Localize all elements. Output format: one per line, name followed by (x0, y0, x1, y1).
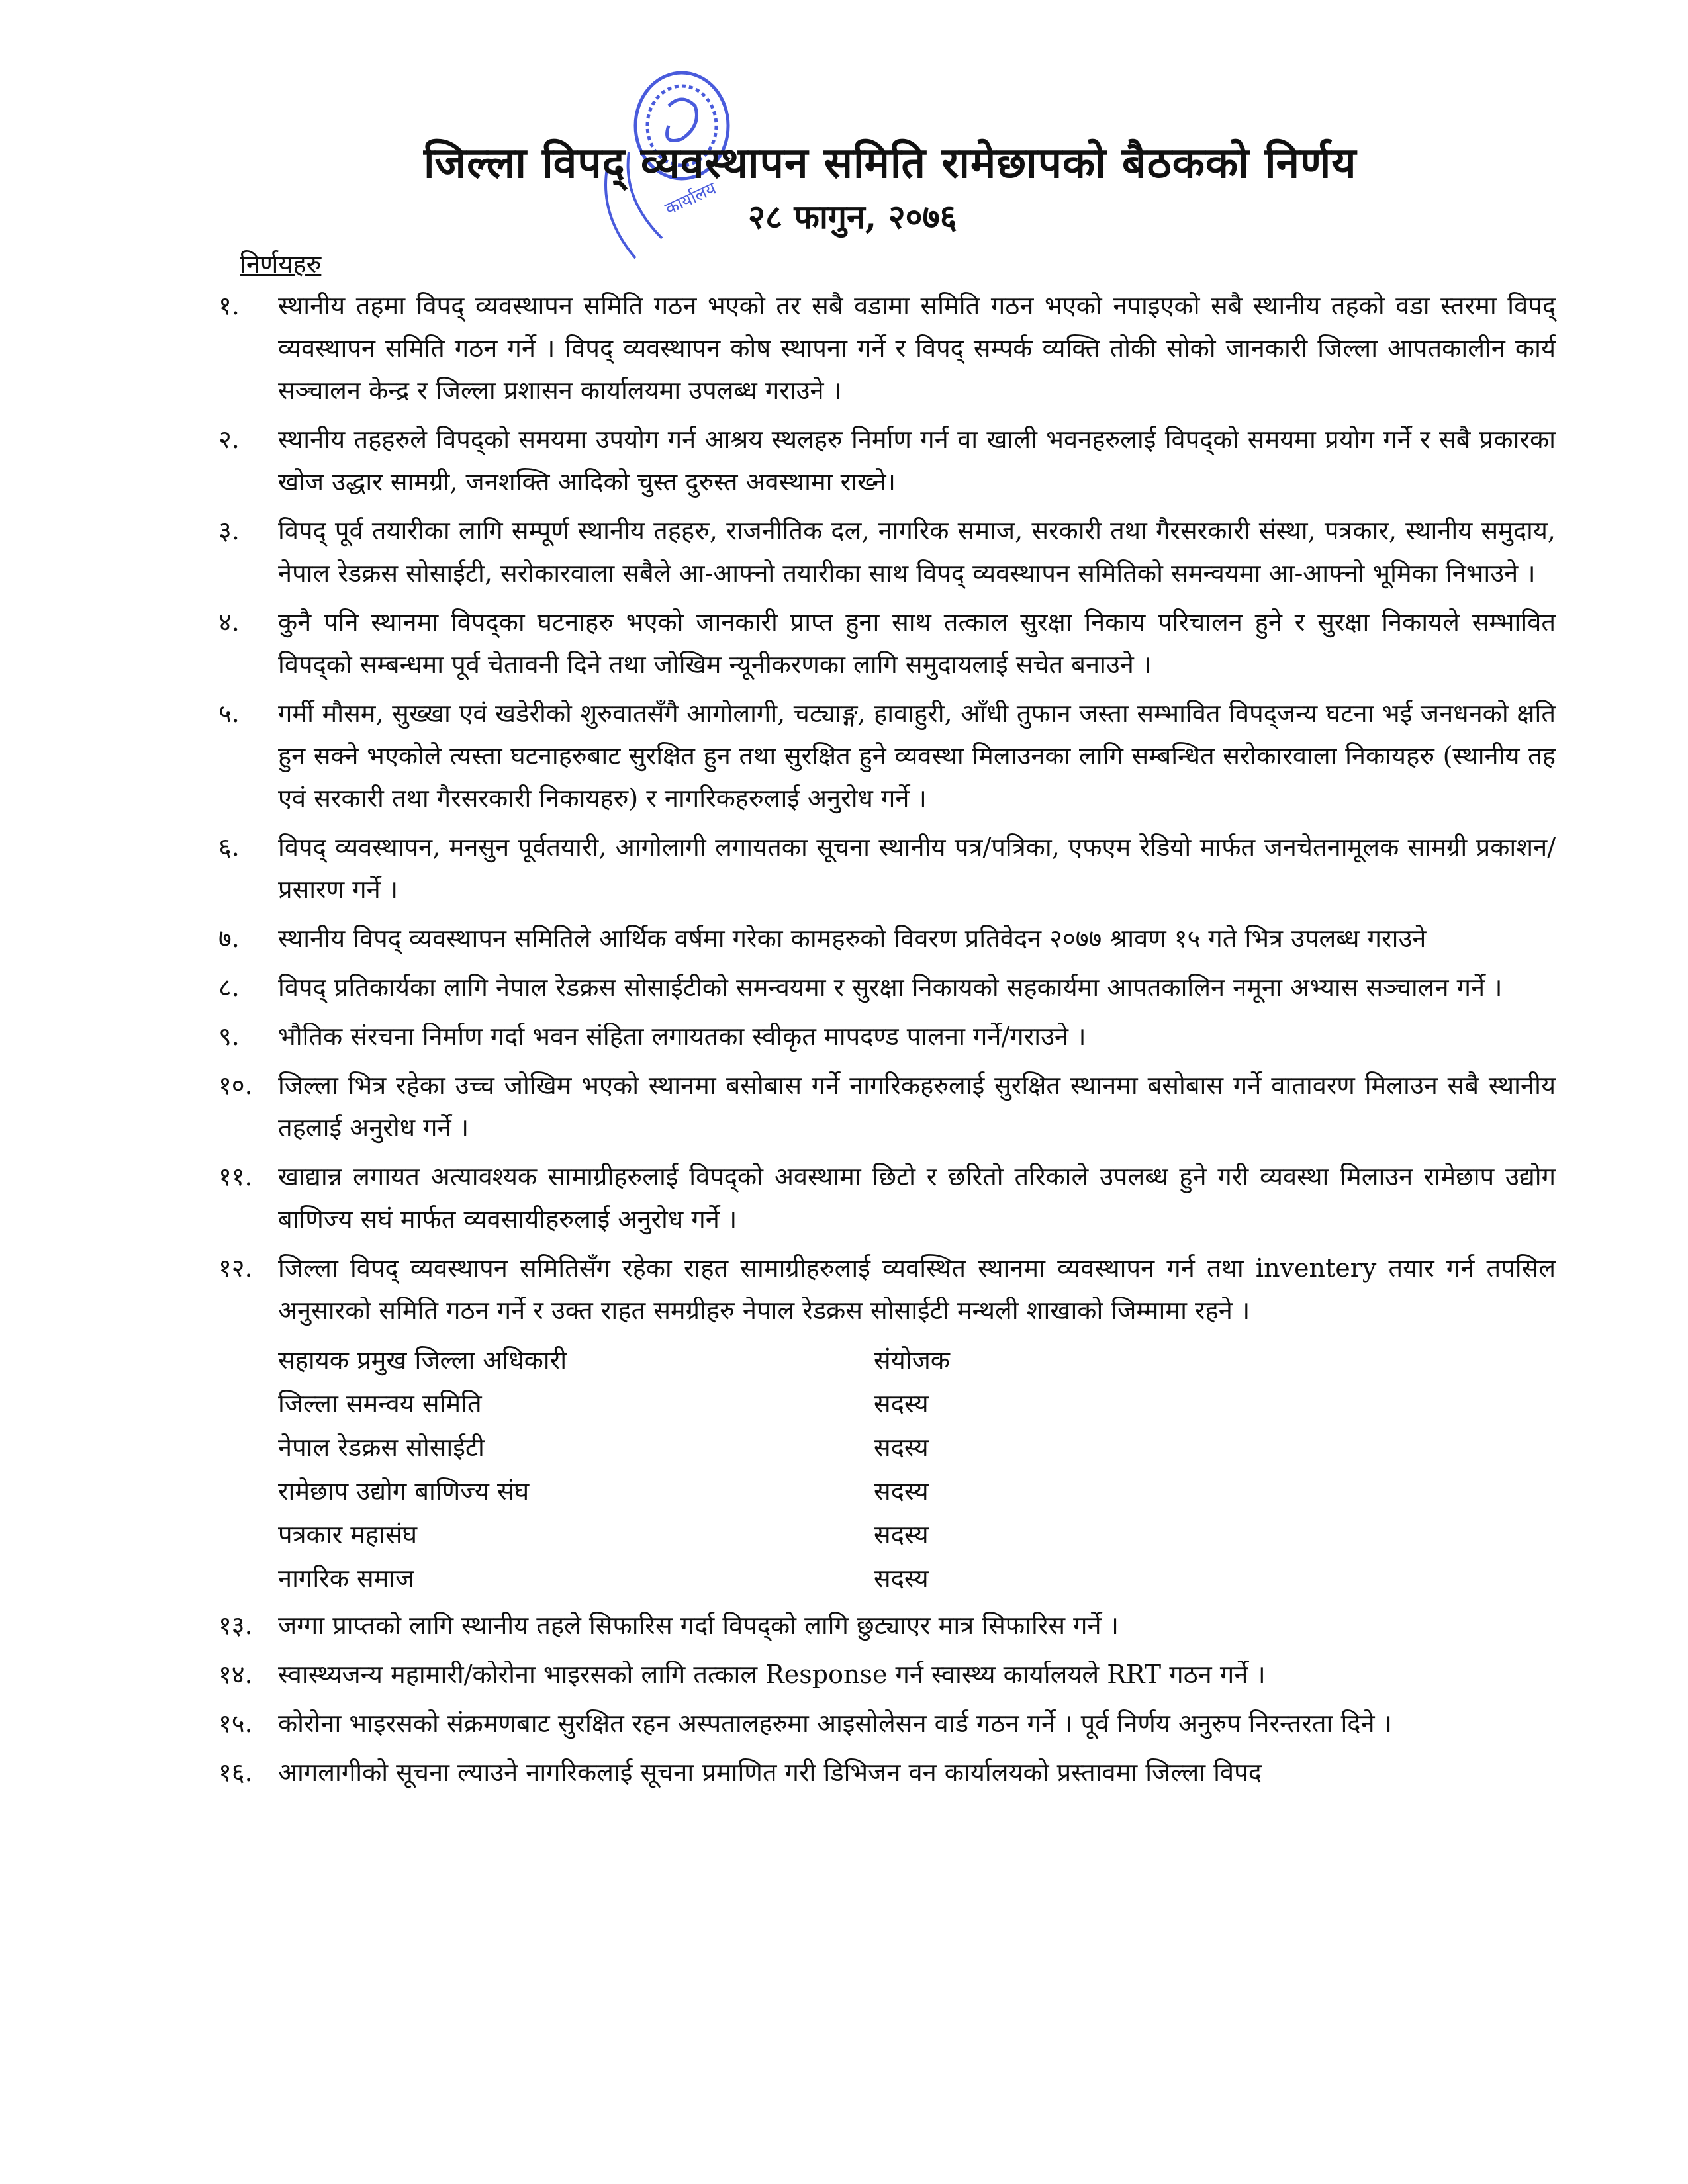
decision-number: ८. (218, 973, 240, 1002)
decision-item (192, 1702, 1556, 1745)
decision-item (192, 1751, 1556, 1794)
committee-member-name: रामेछाप उद्योग बाणिज्य संघ (278, 1477, 530, 1506)
decision-item (192, 1604, 1556, 1647)
decision-number: १२. (218, 1253, 253, 1283)
decision-text: जिल्ला विपद् व्यवस्थापन समितिसँग रहेका राहत सामाग्रीहरुलाई व्यवस्थित स्थानमा व्यवस्थापन गर्न तथा inventery तयार गर्न तपसिल अनुसारको समिति गठन गर्ने र उक्त राहत समग्रीहरु नेपाल रेडक्रस सोसाईटी मन्थली शाखाको जिम्मामा रहने । (278, 1253, 1556, 1325)
decision-text: खाद्यान्न लगायत अत्यावश्यक सामाग्रीहरुलाई विपद्को अवस्थामा छिटो र छरितो तरिकाले उपलब्ध हुने गरी व्यवस्था मिलाउन रामेछाप उद्योग बाणिज्य सघं मार्फत व्यवसायीहरुलाई अनुरोध गर्ने । (278, 1162, 1556, 1234)
decision-number: ६. (218, 833, 240, 862)
committee-member-name: जिल्ला समन्वय समिति (278, 1389, 482, 1418)
committee-row (278, 1513, 1556, 1557)
decision-text: जग्गा प्राप्तको लागि स्थानीय तहले सिफारिस गर्दा विपद्को लागि छुट्याएर मात्र सिफारिस गर्ने । (278, 1611, 1119, 1640)
decision-number: १४. (218, 1660, 253, 1689)
decision-text: विपद् पूर्व तयारीका लागि सम्पूर्ण स्थानीय तहहरु, राजनीतिक दल, नागरिक समाज, सरकारी तथा गैरसरकारी संस्था, पत्रकार, स्थानीय समुदाय, नेपाल रेडक्रस सोसाईटी, सरोकारवाला सबैले आ-आफ्नो तयारीका साथ विपद् व्यवस्थापन समितिको समन्वयमा आ-आफ्नो भूमिका निभाउने । (278, 516, 1556, 588)
committee-member-role: सदस्य (874, 1477, 929, 1506)
committee-member-role: सदस्य (874, 1564, 929, 1593)
committee-member-role: सदस्य (874, 1389, 929, 1418)
decision-item (192, 1247, 1556, 1332)
decision-number: २. (218, 425, 240, 454)
decision-item (192, 510, 1556, 594)
decision-number: ५. (218, 699, 240, 728)
decision-number: ३. (218, 516, 240, 545)
decision-number: ७. (218, 924, 240, 953)
document-date: २८ फागुन, २०७६ (748, 197, 957, 236)
committee-member-name: नेपाल रेडक्रस सोसाईटी (278, 1433, 485, 1462)
decision-text: कोरोना भाइरसको संक्रमणबाट सुरक्षित रहन अस्पतालहरुमा आइसोलेसन वार्ड गठन गर्ने । पूर्व निर्णय अनुरुप निरन्तरता दिने । (278, 1709, 1393, 1738)
decision-item (192, 285, 1556, 412)
decision-item (192, 917, 1556, 960)
decision-text: भौतिक संरचना निर्माण गर्दा भवन संहिता लगायतका स्वीकृत मापदण्ड पालना गर्ने/गराउने । (278, 1022, 1086, 1051)
committee-row (278, 1426, 1556, 1469)
committee-member-name: पत्रकार महासंघ (278, 1520, 418, 1549)
decision-item (192, 692, 1556, 819)
committee-member-role: संयोजक (874, 1345, 950, 1375)
decision-number: ९. (218, 1022, 240, 1051)
decision-text: स्थानीय तहहरुले विपद्को समयमा उपयोग गर्न आश्रय स्थलहरु निर्माण गर्न वा खाली भवनहरुलाई विपद्को समयमा प्रयोग गर्ने र सबै प्रकारका खोज उद्धार सामग्री, जनशक्ति आदिको चुस्त दुरुस्त अवस्थामा राख्ने। (278, 425, 1556, 496)
decision-item (192, 418, 1556, 503)
decision-text: स्थानीय तहमा विपद् व्यवस्थापन समिति गठन भएको तर सबै वडामा समिति गठन भएको नपाइएको सबै स्थानीय तहको वडा स्तरमा विपद् व्यवस्थापन समिति गठन गर्ने । विपद् व्यवस्थापन कोष स्थापना गर्ने र विपद् सम्पर्क व्यक्ति तोकी सोको जानकारी जिल्ला आपतकालीन कार्य सञ्चालन केन्द्र र जिल्ला प्रशासन कार्यालयमा उपलब्ध गराउने । (278, 291, 1556, 405)
decision-text: कुनै पनि स्थानमा विपद्का घटनाहरु भएको जानकारी प्राप्त हुना साथ तत्काल सुरक्षा निकाय परिचालन हुने र सुरक्षा निकायले सम्भावित विपद्को सम्बन्धमा पूर्व चेतावनी दिने तथा जोखिम न्यूनीकरणका लागि समुदायलाई सचेत बनाउने । (278, 608, 1556, 679)
committee-member-role: सदस्य (874, 1433, 929, 1462)
decision-text: गर्मी मौसम, सुख्खा एवं खडेरीको शुरुवातसँगै आगोलागी, चट्याङ्ग, हावाहुरी, आँधी तुफान जस्ता सम्भावित विपद्जन्य घटना भई जनधनको क्षति हुन सक्ने भएकोले त्यस्ता घटनाहरुबाट सुरक्षित हुन तथा सुरक्षित हुने व्यवस्था मिलाउनका लागि सम्बन्धित सरोकारवाला निकायहरु (स्थानीय तह एवं सरकारी तथा गैरसरकारी निकायहरु) र नागरिकहरुलाई अनुरोध गर्ने । (278, 699, 1556, 813)
decision-number: १०. (218, 1071, 253, 1100)
decision-item (192, 826, 1556, 911)
decision-number: ११. (218, 1162, 253, 1191)
decision-text: जिल्ला भित्र रहेका उच्च जोखिम भएको स्थानमा बसोबास गर्ने नागरिकहरुलाई सुरक्षित स्थानमा बसोबास गर्ने वातावरण मिलाउन सबै स्थानीय तहलाई अनुरोध गर्ने । (278, 1071, 1556, 1142)
decision-number: १५. (218, 1709, 253, 1738)
decision-item (192, 601, 1556, 686)
decision-item (192, 1156, 1556, 1240)
committee-member-role: सदस्य (874, 1520, 929, 1549)
decision-text: स्वास्थ्यजन्य महामारी/कोरोना भाइरसको लागि तत्काल Response गर्न स्वास्थ्य कार्यालयले RRT गठन गर्ने । (278, 1660, 1266, 1689)
decision-text: स्थानीय विपद् व्यवस्थापन समितिले आर्थिक वर्षमा गरेका कामहरुको विवरण प्रतिवेदन २०७७ श्रावण १५ गते भित्र उपलब्ध गराउने (278, 924, 1427, 953)
committee-table (278, 1338, 1556, 1600)
committee-row (278, 1382, 1556, 1426)
decision-item (192, 966, 1556, 1009)
decision-number: १६. (218, 1758, 253, 1787)
decisions-heading: निर्णयहरु (240, 250, 322, 279)
decision-item (192, 1653, 1556, 1696)
decisions-list (192, 285, 1556, 1800)
committee-row (278, 1557, 1556, 1600)
decision-text: विपद् प्रतिकार्यका लागि नेपाल रेडक्रस सोसाईटीको समन्वयमा र सुरक्षा निकायको सहकार्यमा आपतकालिन नमूना अभ्यास सञ्चालन गर्ने । (278, 973, 1503, 1002)
decision-text: विपद् व्यवस्थापन, मनसुन पूर्वतयारी, आगोलागी लगायतका सूचना स्थानीय पत्र/पत्रिका, एफएम रेडियो मार्फत जनचेतनामूलक सामग्री प्रकाशन/प्रसारण गर्ने । (278, 833, 1556, 904)
committee-member-name: सहायक प्रमुख जिल्ला अधिकारी (278, 1345, 567, 1375)
decision-number: १. (218, 291, 240, 320)
decision-number: ४. (218, 608, 240, 637)
decision-text: आगलागीको सूचना ल्याउने नागरिकलाई सूचना प्रमाणित गरी डिभिजन वन कार्यालयको प्रस्तावमा जिल्ला विपद (278, 1758, 1262, 1787)
document-title: जिल्ला विपद् व्यवस्थापन समिति रामेछापको बैठकको निर्णय (424, 138, 1357, 188)
committee-member-name: नागरिक समाज (278, 1564, 414, 1593)
committee-row (278, 1469, 1556, 1513)
decision-item (192, 1015, 1556, 1058)
svg-text:कार्यालय: कार्यालय (662, 178, 720, 220)
decision-item (192, 1064, 1556, 1149)
committee-row (278, 1338, 1556, 1382)
decision-number: १३. (218, 1611, 253, 1640)
